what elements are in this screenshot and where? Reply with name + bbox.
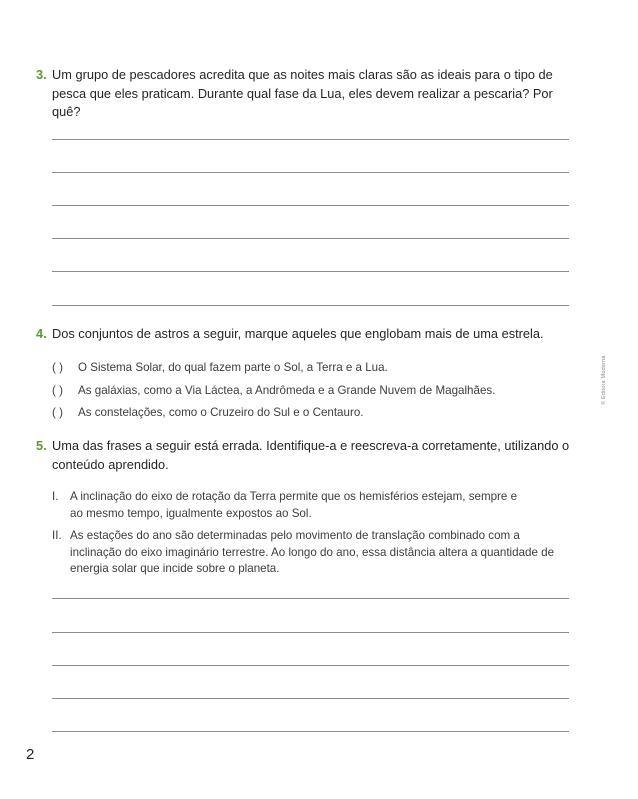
option-checkbox[interactable]: ( ) xyxy=(52,406,63,419)
option-row xyxy=(52,405,364,421)
statement-text: As estações do ano são determinadas pelo movimento de translação combinado com a inclinação do eixo imaginário terrestre. Ao longo do ano, essa distância altera a quantidade de energia solar que incide sobre o planeta. xyxy=(70,529,555,575)
question-number: 3. xyxy=(36,67,47,82)
statement-label: II. xyxy=(52,529,62,542)
question-text: Dos conjuntos de astros a seguir, marque aqueles que englobam mais de uma estrela. xyxy=(52,326,544,341)
answer-line[interactable] xyxy=(52,598,569,599)
statement-text: A inclinação do eixo de rotação da Terra permite que os hemisférios estejam, sempre e ao mesmo tempo, igualmente expostos ao Sol. xyxy=(70,490,518,520)
answer-line[interactable] xyxy=(52,205,569,206)
answer-line[interactable] xyxy=(52,698,569,699)
question-number: 4. xyxy=(36,326,47,341)
answer-line[interactable] xyxy=(52,632,569,633)
statement-label: I. xyxy=(52,490,59,503)
answer-line[interactable] xyxy=(52,271,569,272)
statement-1 xyxy=(52,489,572,522)
answer-line[interactable] xyxy=(52,172,569,173)
option-text: As galáxias, como a Via Láctea, a Andrômeda e a Grande Nuvem de Magalhães. xyxy=(78,384,496,397)
answer-line[interactable] xyxy=(52,731,569,732)
option-text: O Sistema Solar, do qual fazem parte o Sol, a Terra e a Lua. xyxy=(78,361,388,374)
answer-line[interactable] xyxy=(52,139,569,140)
question-3 xyxy=(36,66,570,122)
answer-line[interactable] xyxy=(52,665,569,666)
question-5 xyxy=(36,437,570,474)
option-text: As constelações, como o Cruzeiro do Sul e o Centauro. xyxy=(78,406,364,419)
statement-2 xyxy=(52,528,572,578)
option-row xyxy=(52,383,495,399)
answer-line[interactable] xyxy=(52,238,569,239)
option-row xyxy=(52,360,388,376)
question-4 xyxy=(36,325,570,344)
option-checkbox[interactable]: ( ) xyxy=(52,361,63,374)
question-text: Um grupo de pescadores acredita que as noites mais claras são as ideais para o tipo de pesca que eles praticam. Durante qual fase da Lua, eles devem realizar a pescaria? Por quê? xyxy=(52,67,553,120)
image-credit: © Editora Moderna xyxy=(601,355,607,405)
page-number: 2 xyxy=(26,746,35,763)
option-checkbox[interactable]: ( ) xyxy=(52,384,63,397)
question-text: Uma das frases a seguir está errada. Identifique-a e reescreva-a corretamente, utilizando o conteúdo aprendido. xyxy=(52,438,570,472)
question-number: 5. xyxy=(36,438,47,453)
answer-line[interactable] xyxy=(52,305,569,306)
